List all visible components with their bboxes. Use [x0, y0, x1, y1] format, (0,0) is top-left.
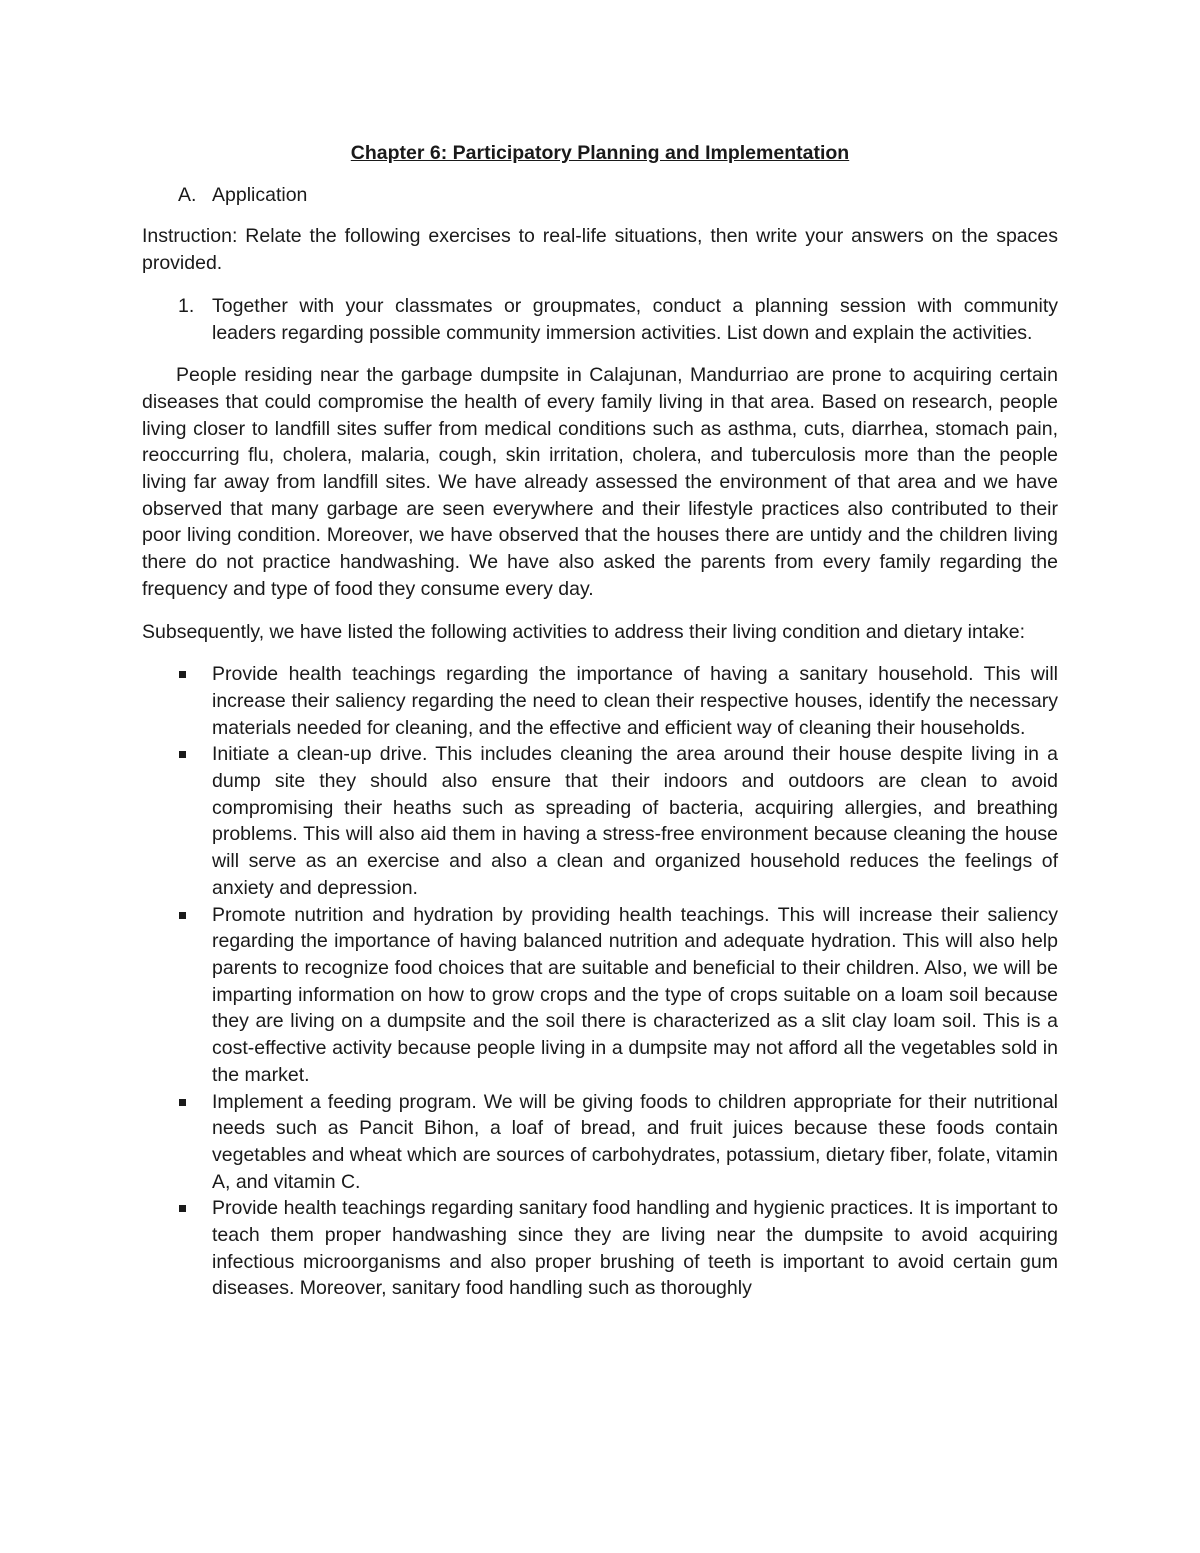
list-item-text: Implement a feeding program. We will be giving foods to children appropriate for their nutritional needs such as Pancit Bihon, a loaf of bread, and fruit juices because these foods contain vegetables and wheat which are sources of carbohydrates, potassium, dietary fiber, folate, vitamin A, and vitamin C. [212, 1090, 1058, 1193]
section-heading [142, 182, 1058, 209]
square-bullet-icon [142, 1195, 212, 1302]
document-page [142, 140, 1058, 1302]
item-number: 1. [178, 294, 195, 317]
numbered-item-1 [142, 293, 1058, 346]
list-item [142, 1089, 1058, 1196]
body-paragraph-2: Subsequently, we have listed the following activities to address their living condition and dietary intake: [142, 620, 1026, 643]
section-label: Application [212, 183, 308, 206]
instruction-paragraph: Instruction: Relate the following exercises to real-life situations, then write your answers on the spaces provided. [142, 225, 1058, 275]
item-text: Together with your classmates or groupmates, conduct a planning session with community leaders regarding possible community immersion activities. List down and explain the activities. [212, 294, 1058, 344]
chapter-title: Chapter 6: Participatory Planning and Implementation [350, 142, 850, 164]
list-item [142, 741, 1058, 901]
activity-list [142, 661, 1058, 1302]
list-item [142, 661, 1058, 741]
square-bullet-icon [142, 741, 212, 901]
list-item [142, 902, 1058, 1089]
section-marker: A. [178, 183, 197, 206]
list-item-text: Initiate a clean-up drive. This includes cleaning the area around their house despite living in a dump site they should also ensure that their indoors and outdoors are clean to avoid compromising their heaths such as spreading of bacteria, acquiring allergies, and breathing problems. This will also aid them in having a stress-free environment because cleaning the house will serve as an exercise and also a clean and organized household reduces the feelings of anxiety and depression. [212, 743, 1058, 899]
body-paragraph-1: People residing near the garbage dumpsite in Calajunan, Mandurriao are prone to acquiring certain diseases that could compromise the health of every family living in that area. Based on research, people living closer to landfill sites suffer from medical conditions such as asthma, cuts, diarrhea, stomach pain, reoccurring flu, cholera, malaria, cough, skin irritation, cholera, and tuberculosis more than the people living far away from landfill sites. We have already assessed the environment of that area and we have observed that many garbage are seen everywhere and their lifestyle practices also contributed to their poor living condition. Moreover, we have observed that the houses there are untidy and the children living there do not practice handwashing. We have also asked the parents from every family regarding the frequency and type of food they consume every day. [142, 364, 1058, 600]
square-bullet-icon [142, 1089, 212, 1196]
list-item [142, 1195, 1058, 1302]
square-bullet-icon [142, 902, 212, 1089]
list-item-text: Promote nutrition and hydration by providing health teachings. This will increase their saliency regarding the importance of having balanced nutrition and adequate hydration. This will also help parents to recognize food choices that are suitable and beneficial to their children. Also, we will be imparting information on how to grow crops and the type of crops suitable on a loam soil because they are living on a dumpsite and the soil there is characterized as a slit clay loam soil. This is a cost-effective activity because people living in a dumpsite may not afford all the vegetables sold in the market. [212, 903, 1058, 1086]
list-item-text: Provide health teachings regarding sanitary food handling and hygienic practices. It is important to teach them proper handwashing since they are living near the dumpsite to avoid acquiring infectious microorganisms and also proper brushing of teeth is important to avoid certain gum diseases. Moreover, sanitary food handling such as thoroughly [212, 1197, 1058, 1300]
list-item-text: Provide health teachings regarding the importance of having a sanitary household. This will increase their saliency regarding the need to clean their respective houses, identify the necessary materials needed for cleaning, and the effective and efficient way of cleaning their households. [212, 663, 1058, 739]
square-bullet-icon [142, 661, 212, 741]
